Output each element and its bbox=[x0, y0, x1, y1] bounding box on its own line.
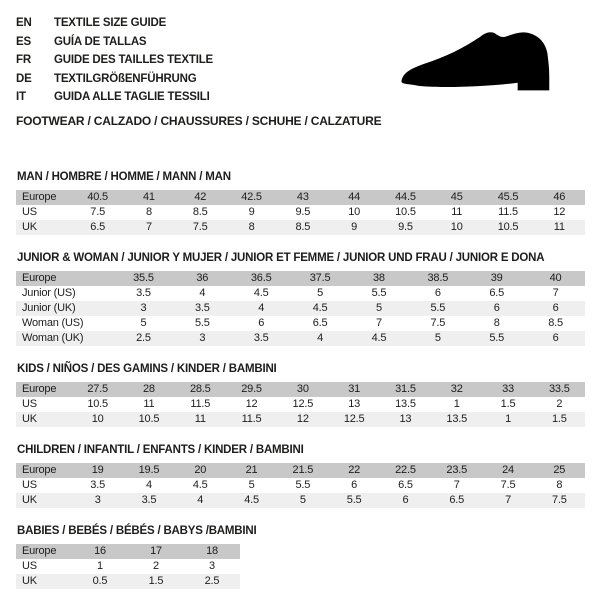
size-value: 22 bbox=[348, 464, 361, 476]
table-row bbox=[16, 301, 585, 316]
size-value: 40 bbox=[549, 272, 562, 284]
size-value: 28.5 bbox=[189, 383, 211, 395]
size-value: 6 bbox=[402, 494, 409, 506]
size-value: 5 bbox=[248, 479, 255, 491]
table-row bbox=[16, 190, 585, 205]
size-value: 12 bbox=[553, 206, 566, 218]
size-value: 1.5 bbox=[148, 575, 164, 587]
size-value: 9 bbox=[248, 206, 255, 218]
size-value: 6.5 bbox=[449, 494, 465, 506]
size-value: 21 bbox=[245, 464, 258, 476]
size-value: 7.5 bbox=[500, 479, 516, 491]
size-value: 1 bbox=[505, 413, 511, 425]
size-value: 12 bbox=[245, 398, 258, 410]
size-value: 6.5 bbox=[90, 221, 105, 233]
size-value: 11.5 bbox=[241, 413, 262, 425]
section-title: CHILDREN / INFANTIL / ENFANTS / KINDER / BAMBINI bbox=[17, 443, 304, 456]
size-value: 3 bbox=[94, 494, 101, 506]
size-value: 1.5 bbox=[551, 413, 567, 425]
size-value: 8.5 bbox=[192, 206, 208, 218]
size-value: 36 bbox=[196, 272, 209, 284]
size-value: 3 bbox=[140, 302, 147, 314]
category-title: FOOTWEAR / CALZADO / CHAUSSURES / SCHUHE / CALZATURE bbox=[16, 113, 382, 128]
size-value: 2 bbox=[153, 560, 159, 572]
row-label: Europe bbox=[22, 191, 57, 203]
size-value: 4.5 bbox=[371, 332, 387, 344]
size-value: 44 bbox=[348, 191, 361, 203]
size-value: 13 bbox=[399, 413, 412, 425]
table-row bbox=[16, 559, 240, 574]
size-value: 4.5 bbox=[244, 494, 259, 506]
language-code: DE bbox=[16, 72, 32, 85]
language-guide-title: TEXTILGRÖßENFÜHRUNG bbox=[54, 72, 197, 85]
language-code: IT bbox=[16, 91, 26, 103]
size-value: 8.5 bbox=[295, 221, 311, 233]
size-value: 4 bbox=[317, 332, 324, 344]
size-value: 5.5 bbox=[295, 479, 311, 491]
header bbox=[0, 0, 600, 128]
size-value: 7.5 bbox=[192, 221, 208, 233]
table-row bbox=[16, 271, 585, 286]
section-title: MAN / HOMBRE / HOMME / MANN / MAN bbox=[17, 170, 231, 183]
size-guide-section bbox=[16, 363, 585, 427]
size-value: 7 bbox=[453, 479, 460, 491]
size-value: 7 bbox=[552, 287, 559, 299]
size-value: 38.5 bbox=[427, 272, 449, 284]
size-value: 6.5 bbox=[312, 317, 328, 329]
size-value: 8 bbox=[556, 479, 563, 491]
row-label: Junior (US) bbox=[22, 287, 76, 299]
size-value: 6 bbox=[258, 317, 265, 329]
size-value: 45 bbox=[450, 191, 463, 203]
size-value: 6.5 bbox=[398, 479, 413, 491]
size-value: 24 bbox=[502, 464, 514, 476]
size-value: 6.5 bbox=[489, 287, 505, 299]
size-value: 1 bbox=[453, 398, 460, 410]
size-value: 10.5 bbox=[497, 221, 519, 233]
table-row bbox=[16, 544, 240, 559]
row-label: Europe bbox=[22, 272, 57, 284]
size-value: 5.5 bbox=[371, 287, 387, 299]
size-value: 42 bbox=[194, 191, 207, 203]
language-code: EN bbox=[16, 17, 32, 29]
size-table bbox=[16, 463, 585, 508]
size-value: 3.5 bbox=[141, 494, 157, 506]
size-value: 11 bbox=[194, 413, 206, 425]
language-guide-title: GUÍA DE TALLAS bbox=[54, 35, 147, 48]
size-value: 31.5 bbox=[395, 383, 416, 395]
row-label: UK bbox=[22, 494, 37, 506]
table-row bbox=[16, 316, 585, 331]
size-value: 29.5 bbox=[241, 383, 262, 395]
language-guide-title: GUIDE DES TAILLES TEXTILE bbox=[54, 54, 213, 66]
size-value: 9 bbox=[351, 221, 358, 233]
size-value: 8 bbox=[248, 221, 255, 233]
section-title: KIDS / NIÑOS / DES GAMINS / KINDER / BAMBINI bbox=[17, 362, 277, 375]
row-label: Woman (US) bbox=[22, 317, 84, 329]
size-value: 12 bbox=[296, 413, 309, 425]
table-row bbox=[16, 331, 585, 346]
size-value: 43 bbox=[296, 191, 309, 203]
size-value: 4.5 bbox=[312, 302, 328, 314]
language-code: ES bbox=[16, 35, 31, 48]
language-code: FR bbox=[16, 54, 31, 66]
size-value: 5.5 bbox=[194, 317, 210, 329]
size-value: 1.5 bbox=[500, 398, 516, 410]
size-value: 3.5 bbox=[136, 287, 151, 299]
row-label: Europe bbox=[22, 464, 57, 476]
table-row bbox=[16, 286, 585, 301]
row-label: US bbox=[22, 206, 37, 218]
size-value: 0.5 bbox=[92, 575, 108, 587]
size-value: 10.5 bbox=[87, 398, 108, 410]
size-value: 3.5 bbox=[90, 479, 105, 491]
row-label: UK bbox=[22, 413, 37, 425]
table-row bbox=[16, 493, 585, 508]
size-value: 8 bbox=[493, 317, 500, 329]
section-title: BABIES / BEBÉS / BÉBÉS / BABYS /BAMBINI bbox=[17, 524, 257, 537]
size-value: 3.5 bbox=[194, 302, 210, 314]
row-label: US bbox=[22, 479, 37, 491]
size-value: 45.5 bbox=[497, 191, 519, 203]
size-value: 6 bbox=[552, 332, 559, 344]
table-row bbox=[16, 574, 240, 589]
size-value: 3 bbox=[209, 560, 215, 572]
size-value: 11 bbox=[553, 221, 565, 233]
size-value: 10.5 bbox=[395, 206, 416, 218]
size-value: 42.5 bbox=[241, 191, 262, 203]
size-value: 6 bbox=[351, 479, 358, 491]
size-value: 2 bbox=[556, 398, 563, 410]
table-row bbox=[16, 397, 585, 412]
row-label: UK bbox=[22, 221, 37, 233]
language-guide-title: GUIDA ALLE TAGLIE TESSILI bbox=[54, 91, 210, 103]
size-value: 4.5 bbox=[253, 287, 269, 299]
size-value: 12.5 bbox=[292, 398, 314, 410]
size-value: 40.5 bbox=[87, 191, 108, 203]
size-value: 4 bbox=[145, 479, 152, 491]
size-value: 6 bbox=[493, 302, 500, 314]
size-value: 6 bbox=[552, 302, 559, 314]
size-value: 36.5 bbox=[250, 272, 272, 284]
size-value: 11.5 bbox=[498, 206, 518, 218]
size-value: 3 bbox=[199, 332, 206, 344]
size-value: 7.5 bbox=[430, 317, 446, 329]
table-row bbox=[16, 463, 585, 478]
table-row bbox=[16, 382, 585, 397]
row-label: US bbox=[22, 560, 37, 572]
size-value: 33 bbox=[502, 383, 514, 395]
size-value: 4.5 bbox=[192, 479, 208, 491]
size-value: 5 bbox=[434, 332, 441, 344]
size-value: 37.5 bbox=[309, 272, 331, 284]
size-value: 16 bbox=[94, 545, 106, 557]
size-value: 25 bbox=[553, 464, 566, 476]
size-value: 10 bbox=[450, 221, 463, 233]
size-value: 8 bbox=[145, 206, 152, 218]
size-guide-section bbox=[16, 252, 585, 346]
row-label: Junior (UK) bbox=[22, 302, 76, 314]
size-value: 5 bbox=[140, 317, 147, 329]
size-value: 19.5 bbox=[138, 464, 160, 476]
language-guide-title: TEXTILE SIZE GUIDE bbox=[54, 17, 167, 29]
table-row bbox=[16, 205, 585, 220]
size-value: 32 bbox=[450, 383, 463, 395]
size-value: 10 bbox=[91, 413, 104, 425]
size-value: 28 bbox=[143, 383, 155, 395]
size-value: 7 bbox=[375, 317, 382, 329]
size-value: 39 bbox=[490, 272, 503, 284]
size-table bbox=[16, 190, 585, 235]
size-value: 30 bbox=[296, 383, 309, 395]
row-label: Europe bbox=[22, 383, 57, 395]
size-value: 4 bbox=[197, 494, 204, 506]
size-value: 27.5 bbox=[87, 383, 108, 395]
size-value: 11 bbox=[451, 206, 463, 218]
size-value: 13.5 bbox=[446, 413, 468, 425]
size-value: 1 bbox=[97, 560, 103, 572]
size-value: 4 bbox=[199, 287, 206, 299]
size-value: 17 bbox=[150, 545, 162, 557]
size-guide-section bbox=[16, 171, 585, 235]
size-table bbox=[16, 382, 585, 427]
size-guide-section bbox=[16, 525, 585, 589]
row-label: US bbox=[22, 398, 37, 410]
size-value: 13.5 bbox=[395, 398, 416, 410]
size-value: 10.5 bbox=[138, 413, 160, 425]
size-value: 23.5 bbox=[446, 464, 468, 476]
size-value: 38 bbox=[373, 272, 385, 284]
size-value: 8.5 bbox=[548, 317, 563, 329]
size-value: 2.5 bbox=[204, 575, 220, 587]
size-value: 7.5 bbox=[90, 206, 105, 218]
size-value: 7 bbox=[505, 494, 511, 506]
size-value: 5 bbox=[299, 494, 306, 506]
table-row bbox=[16, 478, 585, 493]
size-value: 4 bbox=[258, 302, 265, 314]
size-value: 5.5 bbox=[489, 332, 505, 344]
size-value: 41 bbox=[143, 191, 155, 203]
size-tables bbox=[16, 171, 585, 589]
size-value: 19 bbox=[91, 464, 104, 476]
table-row bbox=[16, 412, 585, 427]
size-value: 20 bbox=[194, 464, 207, 476]
size-value: 13 bbox=[348, 398, 361, 410]
row-label: UK bbox=[22, 575, 37, 587]
size-value: 9.5 bbox=[398, 221, 413, 233]
size-value: 9.5 bbox=[295, 206, 311, 218]
size-value: 7.5 bbox=[551, 494, 567, 506]
size-value: 5 bbox=[317, 287, 324, 299]
size-value: 2.5 bbox=[136, 332, 151, 344]
size-value: 11.5 bbox=[190, 398, 211, 410]
table-row bbox=[16, 220, 585, 235]
size-value: 11 bbox=[143, 398, 155, 410]
row-label: Woman (UK) bbox=[22, 332, 84, 344]
size-value: 35.5 bbox=[133, 272, 154, 284]
size-value: 21.5 bbox=[292, 464, 314, 476]
size-value: 10 bbox=[348, 206, 361, 218]
size-value: 33.5 bbox=[549, 383, 570, 395]
size-value: 31 bbox=[348, 383, 361, 395]
section-title: JUNIOR & WOMAN / JUNIOR Y MUJER / JUNIOR ET FEMME / JUNIOR UND FRAU / JUNIOR E DONA bbox=[17, 251, 545, 264]
size-value: 5 bbox=[375, 302, 382, 314]
size-guide-section bbox=[16, 444, 585, 508]
size-value: 18 bbox=[206, 545, 218, 557]
row-label: Europe bbox=[22, 545, 57, 557]
shoe-icon bbox=[396, 22, 578, 108]
size-table bbox=[16, 271, 585, 346]
size-value: 6 bbox=[434, 287, 441, 299]
size-value: 44.5 bbox=[395, 191, 416, 203]
size-value: 5.5 bbox=[346, 494, 362, 506]
size-table bbox=[16, 544, 240, 589]
size-value: 3.5 bbox=[253, 332, 269, 344]
size-value: 22.5 bbox=[395, 464, 416, 476]
size-value: 46 bbox=[553, 191, 566, 203]
size-value: 5.5 bbox=[430, 302, 446, 314]
size-value: 12.5 bbox=[343, 413, 365, 425]
size-value: 7 bbox=[145, 221, 152, 233]
